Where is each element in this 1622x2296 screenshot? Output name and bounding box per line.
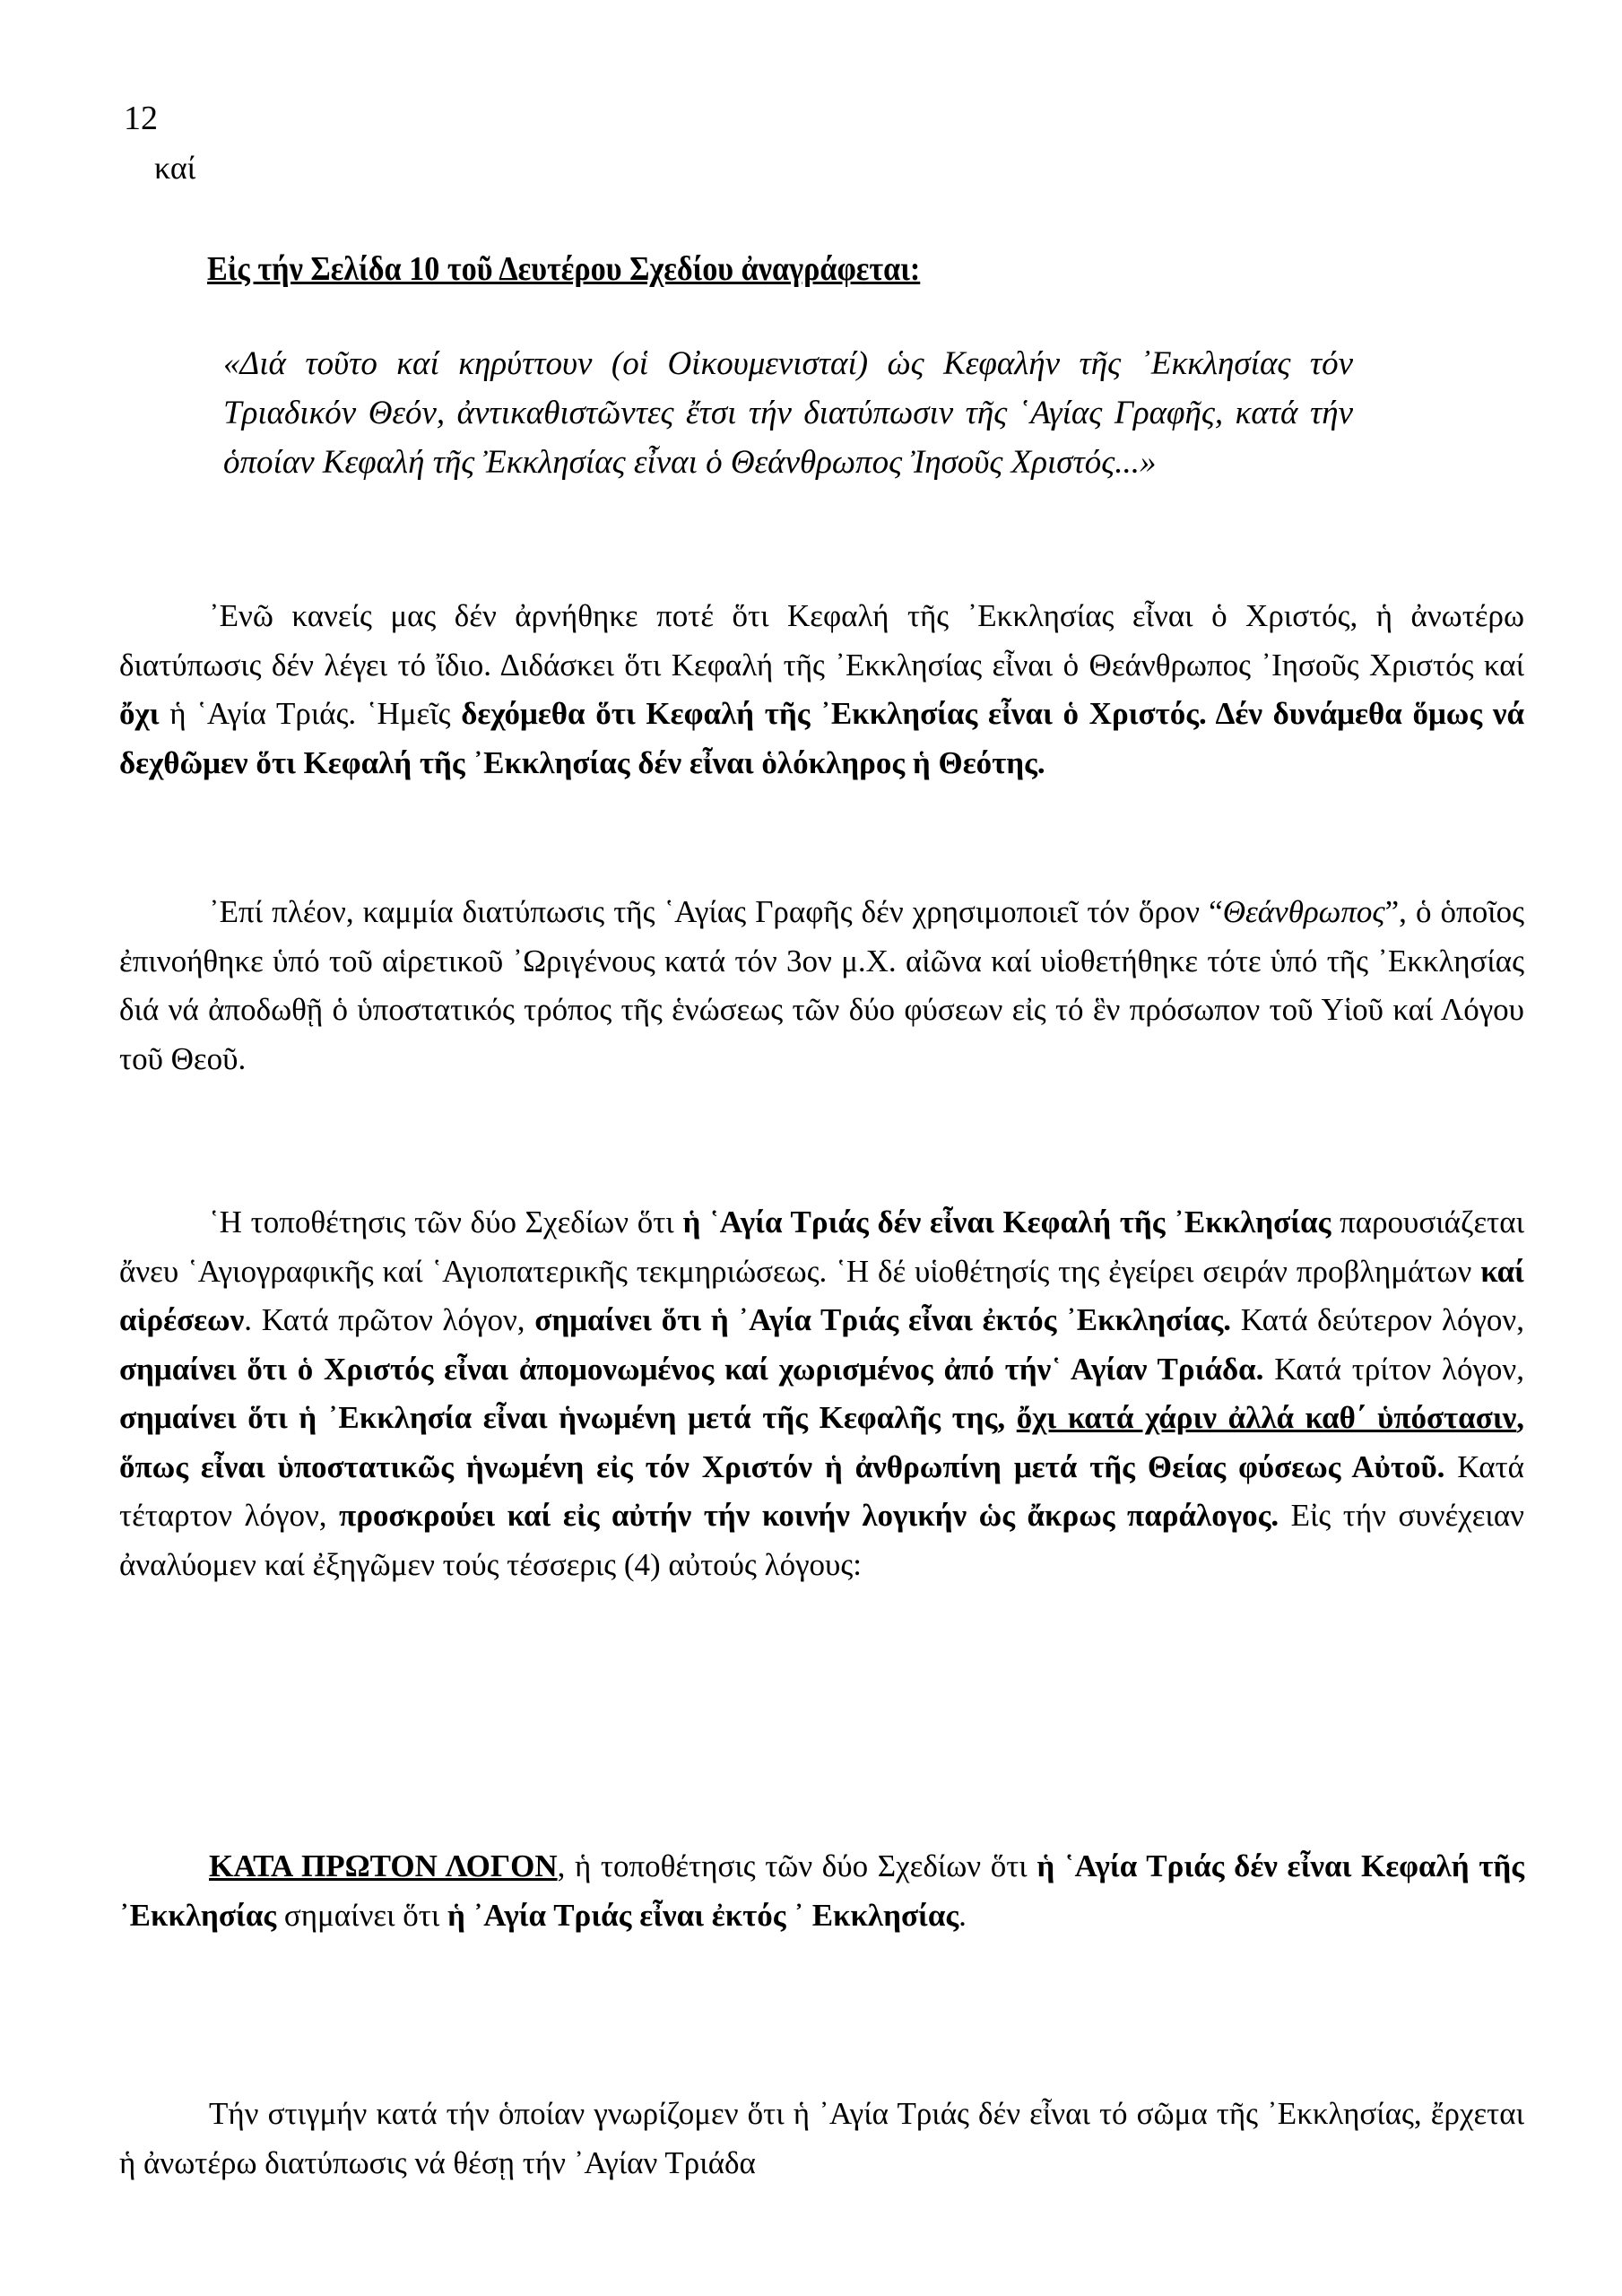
paragraph-4 — [119, 1842, 1524, 1940]
bold-text: ἡ ῾Αγία Τριάς δέν εἶναι Κεφαλή τῆς ᾿Εκκλησίας — [682, 1205, 1331, 1239]
bold-underlined-text: ὄχι κατά χάριν ἀλλά καθ΄ ὑπόστασιν — [1016, 1400, 1517, 1435]
text: Κατά τρίτον λόγον, — [1263, 1351, 1524, 1387]
text: Κατά τέταρτον λόγον, — [119, 1448, 1525, 1533]
text: ᾿Επί πλέον, καμμία διατύπωσις τῆς ῾Αγίας Γραφῆς δέν χρησιμοποιεῖ τόν ὅρον “ — [209, 894, 1223, 929]
bold-text: σημαίνει ὅτι ὁ Χριστός εἶναι ἀπομονωμένος καί χωρισμένος ἀπό τήν῾ Αγίαν Τριάδα. — [119, 1351, 1264, 1387]
text: παρουσιάζεται ἄνευ ῾Αγιογραφικῆς καί ῾Αγιοπατερικῆς τεκμηριώσεως. ῾Η δέ υἱοθέτησίς της ἐγείρει σειράν προβλημάτων — [119, 1205, 1525, 1289]
bold-text: ὄχι — [119, 696, 160, 731]
text: σημαίνει ὅτι — [276, 1897, 447, 1933]
section-heading: Εἰς τήν Σελίδα 10 τοῦ Δευτέρου Σχεδίου ἀναγράφεται: — [207, 250, 921, 288]
text: Εἰς τήν συνέχειαν ἀναλύομεν καί ἐξηγῶμεν τούς τέσσερις (4) αὐτούς λόγους: — [119, 1498, 1524, 1582]
bold-text: δεχόμεθα ὅτι Κεφαλή τῆς ᾿Εκκλησίας εἶναι ὁ Χριστός. Δέν δυνάμεθα ὅμως νά δεχθῶμεν ὅτι Κεφαλή τῆς ᾿Εκκλησίας δέν εἶναι ὁλόκληρος ἡ Θεότης. — [119, 696, 1524, 780]
quoted-passage: «Διά τοῦτο καί κηρύττουν (οἱ Οἰκουμενισταί) ὡς Κεφαλήν τῆς ᾿Εκκλησίας τόν Τριαδικόν Θεόν, ἀντικαθιστῶντες ἔτσι τήν διατύπωσιν τῆς ῾Αγίας Γραφῆς, κατά τήν ὁποίαν Κεφαλή τῆς Ἐκκλησίας εἶναι ὁ Θεάνθρωπος Ἰησοῦς Χριστός...» — [223, 345, 1353, 481]
paragraph-3 — [119, 1198, 1524, 1589]
text: Κατά δεύτερον λόγον, — [1230, 1302, 1524, 1337]
paragraph-1 — [119, 592, 1524, 787]
top-word: καί — [154, 150, 196, 186]
bold-text: προσκρούει καί εἰς αὐτήν τήν κοινήν λογικήν ὡς ἄκρως παράλογος. — [339, 1498, 1279, 1533]
text: ᾿Ενῶ κανείς μας δέν ἀρνήθηκε ποτέ ὅτι Κεφαλή τῆς ᾿Εκκλησίας εἶναι ὁ Χριστός, ἡ ἀνωτέρω διατύπωσις δέν λέγει τό ἴδιο. Διδάσκει ὅτι Κεφαλή τῆς ᾿Εκκλησίας εἶναι ὁ Θεάνθρωπος ᾿Ιησοῦς Χριστός καί — [119, 598, 1524, 683]
bold-text: ἡ ᾿Αγία Τριάς εἶναι ἐκτός ᾿ Εκκλησίας — [447, 1897, 959, 1933]
text: Τήν στιγμήν κατά τήν ὁποίαν γνωρίζομεν ὅτι ἡ ᾿Αγία Τριάς δέν εἶναι τό σῶμα τῆς ᾿Εκκλησίας, ἔρχεται ἡ ἀνωτέρω διατύπωσις νά θέσῃ τήν ᾿Αγίαν Τριάδα — [119, 2096, 1524, 2180]
text: . — [958, 1897, 967, 1933]
paragraph-5 — [119, 2090, 1524, 2187]
text: ”, ὁ ὁποῖος ἐπινοήθηκε ὑπό τοῦ αἱρετικοῦ ᾿Ωριγένους κατά τόν 3ον μ.Χ. αἰῶνα καί υἱοθετήθηκε τότε ὑπό τῆς ᾿Εκκλησίας διά νά ἀποδωθῇ ὁ ὑποστατικός τρόπος τῆς ἑνώσεως τῶν δύο φύσεων εἰς τό ἓν πρόσωπον τοῦ Υἱοῦ καί Λόγου τοῦ Θεοῦ. — [119, 894, 1525, 1076]
paragraph-2 — [119, 888, 1524, 1083]
page-number: 12 — [124, 100, 158, 137]
text: ἡ ῾Αγία Τριάς. ῾Ημεῖς — [159, 696, 462, 731]
bold-text: καί αἱρέσεων — [119, 1253, 1524, 1337]
text: . Κατά πρῶτον λόγον, — [244, 1302, 535, 1337]
bold-text: σημαίνει ὅτι ἡ ᾿Εκκλησία εἶναι ἡνωμένη μετά τῆς Κεφαλῆς της, — [119, 1400, 1017, 1435]
bold-text: , ὅπως εἶναι ὑποστατικῶς ἡνωμένη εἰς τόν Χριστόν ἡ ἀνθρωπίνη μετά τῆς Θείας φύσεως Αὐτοῦ. — [119, 1400, 1524, 1484]
subheading: ΚΑΤΑ ΠΡΩΤΟΝ ΛΟΓΟΝ — [209, 1848, 558, 1883]
text: , ἡ τοποθέτησις τῶν δύο Σχεδίων ὅτι — [557, 1848, 1037, 1883]
italic-text: Θεάνθρωπος — [1222, 894, 1385, 929]
bold-text: σημαίνει ὅτι ἡ ᾿Αγία Τριάς εἶναι ἐκτός ᾿Εκκλησίας. — [534, 1302, 1231, 1337]
bold-text: ἡ ῾Αγία Τριάς δέν εἶναι Κεφαλή τῆς ᾿Εκκλησίας — [119, 1848, 1524, 1933]
text: ῾Η τοποθέτησις τῶν δύο Σχεδίων ὅτι — [209, 1205, 683, 1239]
